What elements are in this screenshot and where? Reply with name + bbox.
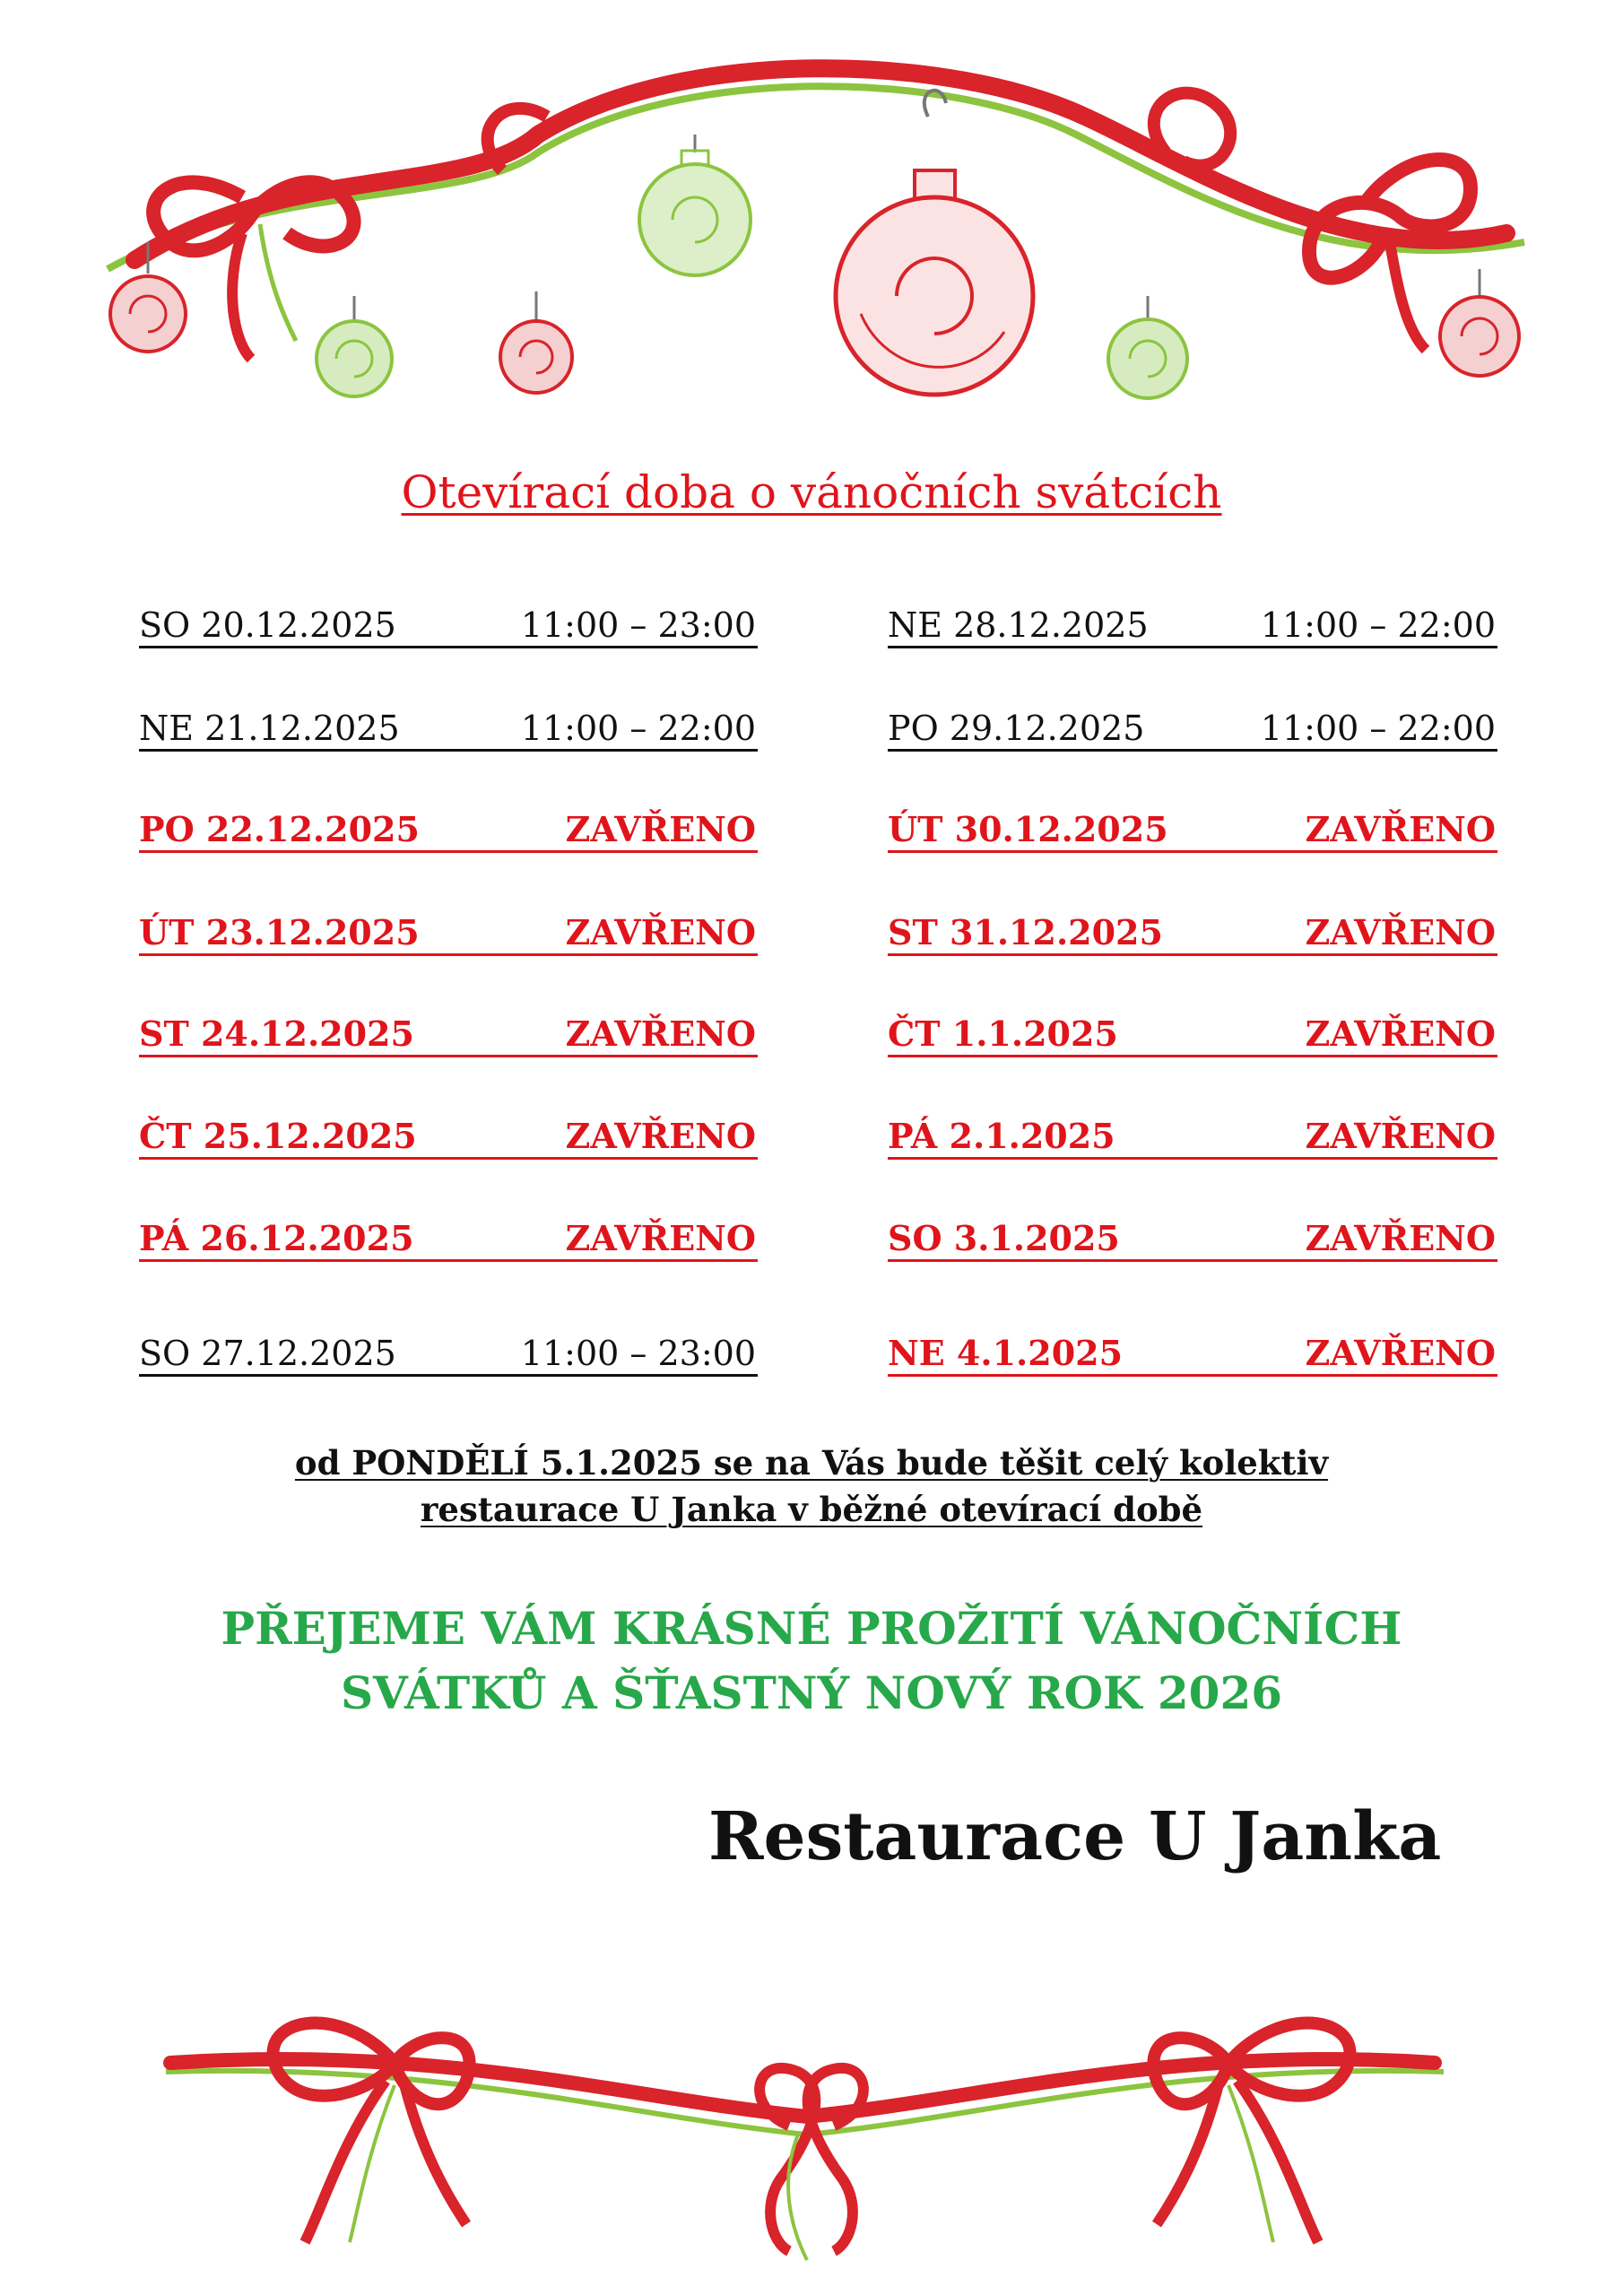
schedule-row	[139, 1001, 758, 1057]
day-label: PÁ 2.1.2025	[888, 1116, 1115, 1156]
day-label: NE 4.1.2025	[888, 1333, 1124, 1373]
hours-label: ZAVŘENO	[1305, 1218, 1496, 1258]
schedule-row	[139, 900, 758, 956]
wish-line-2: SVÁTKŮ A ŠŤASTNÝ NOVÝ ROK 2026	[340, 1666, 1283, 1719]
day-label: PO 29.12.2025	[888, 709, 1145, 748]
hours-label: 11:00 – 22:00	[520, 709, 756, 748]
hours-label: 11:00 – 23:00	[520, 605, 756, 645]
schedule-row	[139, 1205, 758, 1262]
restaurant-signature: Restaurace U Janka	[708, 1798, 1442, 1875]
ornament-green-right	[1108, 296, 1187, 398]
hours-label: ZAVŘENO	[565, 912, 756, 952]
day-label: PÁ 26.12.2025	[139, 1218, 414, 1258]
schedule-row	[888, 796, 1497, 853]
schedule-row	[888, 1320, 1497, 1377]
day-label: ST 24.12.2025	[139, 1013, 414, 1054]
notice-line-2: restaurace U Janka v běžné otevírací době	[420, 1490, 1203, 1529]
hours-label: ZAVŘENO	[1305, 809, 1496, 849]
schedule-row	[139, 1320, 758, 1377]
schedule-row	[888, 695, 1497, 752]
page-title: Otevírací doba o vánočních svátcích	[401, 466, 1222, 518]
day-label: ÚT 23.12.2025	[139, 912, 420, 952]
day-label: ÚT 30.12.2025	[888, 809, 1168, 849]
day-label: SO 3.1.2025	[888, 1218, 1120, 1258]
hours-label: ZAVŘENO	[565, 1116, 756, 1156]
notice-line-1: od PONDĚLÍ 5.1.2025 se na Vás bude těšit celý kolektiv	[294, 1443, 1329, 1483]
day-label: NE 28.12.2025	[888, 605, 1149, 645]
wish-line-1: PŘEJEME VÁM KRÁSNÉ PROŽITÍ VÁNOČNÍCH	[221, 1602, 1402, 1655]
reopening-notice	[0, 1439, 1623, 1533]
ornament-red-small-mid	[500, 291, 572, 393]
schedule-row	[888, 1205, 1497, 1262]
holiday-wish	[0, 1596, 1623, 1726]
top-garland-decoration	[0, 54, 1623, 430]
hours-label: ZAVŘENO	[1305, 1013, 1496, 1054]
day-label: SO 20.12.2025	[139, 605, 396, 645]
day-label: ST 31.12.2025	[888, 912, 1163, 952]
ornament-green-left	[317, 296, 392, 396]
schedule-row	[888, 900, 1497, 956]
schedule-row	[139, 592, 758, 648]
ornament-red-small-right	[1440, 269, 1519, 376]
hours-label: 11:00 – 22:00	[1260, 605, 1496, 645]
schedule-row	[139, 1103, 758, 1160]
hours-label: ZAVŘENO	[1305, 912, 1496, 952]
day-label: PO 22.12.2025	[139, 809, 420, 849]
ornament-green-top	[639, 135, 751, 275]
hours-label: ZAVŘENO	[1305, 1333, 1496, 1373]
ornament-red-large	[836, 91, 1033, 395]
hours-label: 11:00 – 23:00	[520, 1334, 756, 1373]
day-label: NE 21.12.2025	[139, 709, 400, 748]
hours-label: ZAVŘENO	[565, 1013, 756, 1054]
schedule-row	[888, 592, 1497, 648]
schedule-row	[888, 1103, 1497, 1160]
hours-label: ZAVŘENO	[565, 809, 756, 849]
schedule-row	[139, 796, 758, 853]
schedule-row	[139, 695, 758, 752]
hours-label: 11:00 – 22:00	[1260, 709, 1496, 748]
hours-label: ZAVŘENO	[565, 1218, 756, 1258]
schedule-row	[888, 1001, 1497, 1057]
hours-label: ZAVŘENO	[1305, 1116, 1496, 1156]
day-label: ČT 1.1.2025	[888, 1013, 1118, 1054]
day-label: SO 27.12.2025	[139, 1334, 396, 1373]
day-label: ČT 25.12.2025	[139, 1116, 417, 1156]
bottom-ribbon-decoration	[0, 2000, 1623, 2287]
